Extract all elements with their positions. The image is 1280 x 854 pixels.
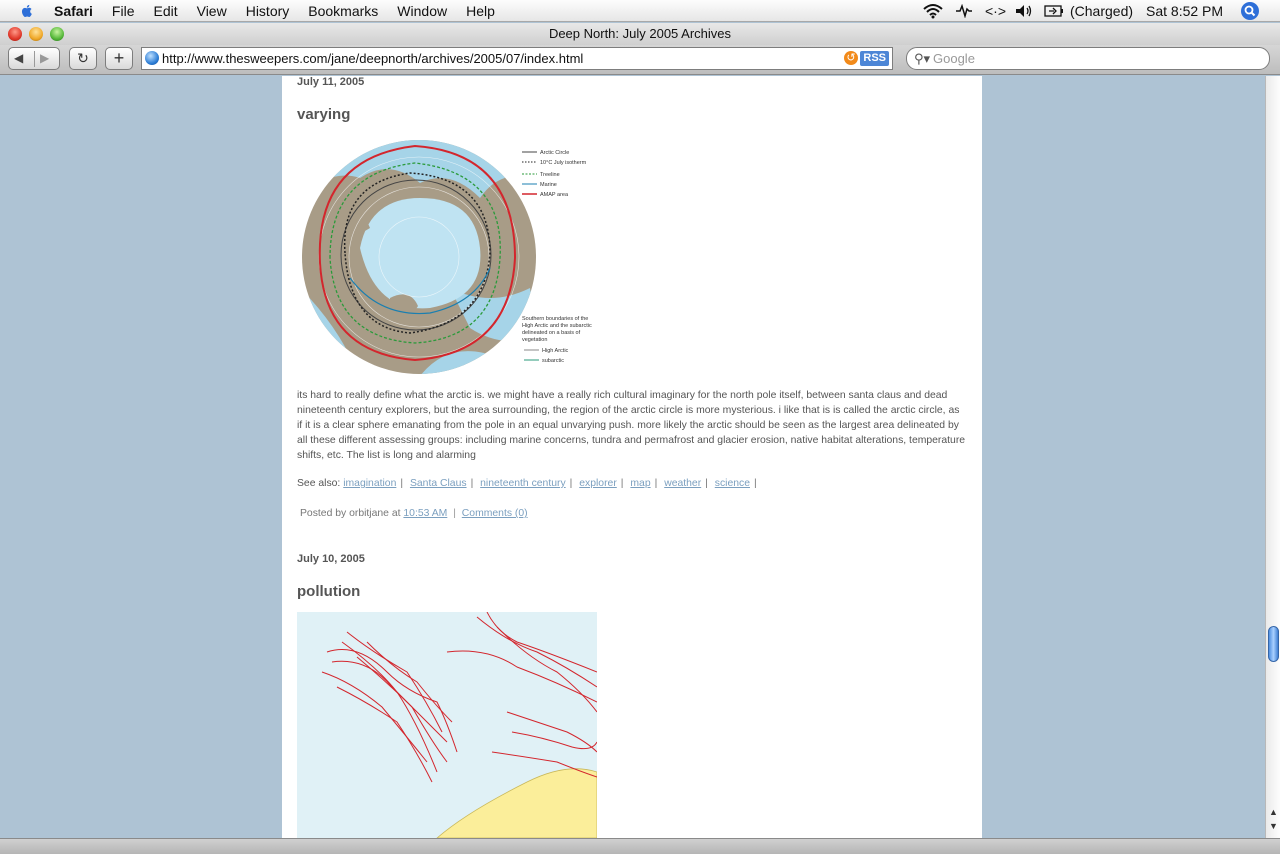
post-title[interactable]: varying xyxy=(297,106,351,123)
menu-view[interactable]: View xyxy=(196,3,227,19)
battery-status: (Charged) xyxy=(1070,3,1134,19)
search-icon[interactable]: ⚲▾ xyxy=(914,51,931,66)
spotlight-icon[interactable] xyxy=(1241,2,1259,20)
window-titlebar xyxy=(0,23,1280,45)
back-forward-control xyxy=(8,47,60,70)
post-date: July 11, 2005 xyxy=(297,76,365,88)
tag-link[interactable]: map xyxy=(630,478,651,489)
legend-subarctic: subarctic xyxy=(542,358,565,364)
site-globe-icon xyxy=(145,51,159,65)
menu-file[interactable]: File xyxy=(111,3,135,19)
address-bar[interactable] xyxy=(141,47,893,70)
browser-toolbar xyxy=(0,45,1280,75)
scroll-down-arrow[interactable]: ▼ xyxy=(1269,821,1278,831)
permalink-time[interactable]: 10:53 AM xyxy=(403,508,448,519)
posted-by: Posted by orbitjane at xyxy=(300,508,401,519)
activity-icon[interactable] xyxy=(955,4,973,18)
legend-high-arctic: High Arctic xyxy=(542,348,569,354)
web-content xyxy=(0,76,1265,838)
battery-icon[interactable] xyxy=(1044,5,1064,17)
vertical-scrollbar[interactable] xyxy=(1265,76,1280,838)
tag-link[interactable]: explorer xyxy=(579,478,617,489)
menu-bar xyxy=(0,0,1280,22)
search-field[interactable] xyxy=(906,47,1270,70)
forward-button[interactable]: ▶ xyxy=(40,51,50,65)
window-title: Deep North: July 2005 Archives xyxy=(548,26,732,41)
tag-link[interactable]: Santa Claus xyxy=(409,478,467,489)
post-title[interactable]: pollution xyxy=(297,583,361,600)
rss-button[interactable]: RSS xyxy=(860,51,889,66)
scroll-up-arrow[interactable]: ▲ xyxy=(1269,807,1278,817)
map-caption: Southern boundaries of the High Arctic and the subarctic delineated on a basis of vegetation xyxy=(522,316,592,343)
snapback-icon[interactable]: ↺ xyxy=(844,51,858,65)
apple-menu-icon[interactable] xyxy=(18,2,36,20)
scrollbar-thumb[interactable] xyxy=(1268,626,1279,662)
blog-page xyxy=(282,76,982,838)
app-menu[interactable]: Safari xyxy=(54,3,93,19)
tag-link[interactable]: weather xyxy=(664,478,702,489)
menu-bookmarks[interactable]: Bookmarks xyxy=(308,3,379,19)
close-window-button[interactable] xyxy=(8,27,22,41)
menu-history[interactable]: History xyxy=(245,3,290,19)
tag-link[interactable]: science xyxy=(714,478,750,489)
back-button[interactable]: ◀ xyxy=(14,51,24,65)
pollution-map-image xyxy=(297,612,597,838)
legend-amap-area: AMAP area xyxy=(540,192,569,198)
url-text[interactable]: http://www.thesweepers.com/jane/deepnorth/archives/2005/07/index.html xyxy=(162,51,584,66)
zoom-window-button[interactable] xyxy=(50,27,64,41)
menu-help[interactable]: Help xyxy=(466,3,495,19)
minimize-window-button[interactable] xyxy=(29,27,43,41)
network-icon[interactable]: <·> xyxy=(985,3,1007,19)
menu-clock[interactable]: Sat 8:52 PM xyxy=(1146,3,1224,19)
comments-link[interactable]: Comments (0) xyxy=(461,508,528,519)
legend-treeline: Treeline xyxy=(540,172,560,178)
menu-window[interactable]: Window xyxy=(397,3,448,19)
window-bottom-bar xyxy=(0,838,1280,854)
legend-isotherm: 10°C July isotherm xyxy=(540,160,587,166)
tag-link[interactable]: imagination xyxy=(343,478,397,489)
post-footer: Posted by orbitjane at 10:53 AM | Comments (0) xyxy=(300,508,528,519)
see-also-label: See also: xyxy=(297,478,341,489)
add-bookmark-button[interactable]: + xyxy=(105,47,133,70)
map-legend-vegetation xyxy=(522,346,600,366)
tag-link[interactable]: nineteenth century xyxy=(480,478,566,489)
legend-marine: Marine xyxy=(540,182,557,188)
see-also-tags: See also: imagination | Santa Claus | nineteenth century | explorer | map | weather | science | xyxy=(297,478,757,489)
legend-arctic-circle: Arctic Circle xyxy=(540,150,570,156)
post-body: its hard to really define what the arctic is. we might have a really rich cultural imaginary for the north pole itself, between santa claus and dead nineteenth century explorers, but the area surrounding, the region of the arctic circle is more mysterious. i like that is is called the arctic circle, as if it is a clear sphere emanating from the pole in an equal unvarying push. more likely the arctic should be seen as the largest area delineated by all these different assessing groups: including marine concerns, tundra and permafrost and glacier erosion, native habitat alterations, temperature shifts, etc. The list is long and alarming xyxy=(297,390,966,461)
volume-icon[interactable] xyxy=(1014,3,1034,19)
menu-edit[interactable]: Edit xyxy=(153,3,178,19)
search-placeholder: Google xyxy=(933,51,975,66)
wifi-icon[interactable] xyxy=(922,3,944,19)
reload-button[interactable]: ↻ xyxy=(69,47,97,70)
post-date: July 10, 2005 xyxy=(297,553,365,565)
